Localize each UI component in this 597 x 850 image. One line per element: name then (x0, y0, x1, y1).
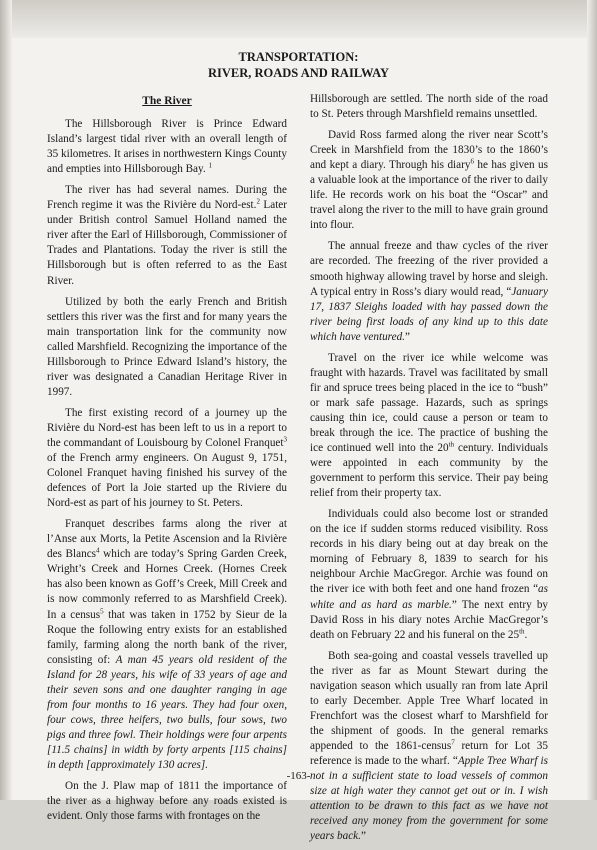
body-paragraph (47, 117, 287, 177)
text-run: Later under British control Samuel Holland named the river after the Earl of Hillsborough, Commissioner of Trades and Plantations. Today the river is still the Hillsborough but is often referred to as the East River. (47, 199, 287, 287)
footnote-ref: 3 (283, 435, 287, 444)
scan-shadow-left (0, 0, 12, 800)
quoted-text: A man 45 years old resident of the Island for 28 years, his wife of 33 years of age and their seven sons and one daughter ranging in age from four months to 16 years. They had four oxen, four cows, three heifers, two bulls, four sows, two pigs and three fowl. Their holdings were four arpents [11.5 chains] in width by forty arpents [115 chains] in depth [approximately 130 acres]. (47, 653, 287, 771)
text-run: The annual freeze and thaw cycles of the river are recorded. The freezing of the river provided a smooth highway allowing travel by horse and sleigh. A typical entry in Ross’s diary would read, “ (310, 240, 548, 298)
body-paragraph (47, 517, 287, 773)
quoted-text: January 17, 1837 Sleighs loaded with hay passed down the river being first loads of any kind up to this date which have ventured. (310, 285, 548, 343)
body-paragraph (47, 183, 287, 288)
text-run: Individuals could also become lost or stranded on the ice if sudden storms reduced visibility. Ross records in his diary being out at day break on the morning of February 8, 1839 to search for his neighbour Archie MacGregor. Archie was found on the river ice with both feet and one hand frozen “ (310, 508, 548, 596)
title-line-1: TRANSPORTATION: (238, 50, 359, 64)
text-run: Both sea-going and coastal vessels travelled up the river as far as Mount Stewart during the navigation season which usually ran from late April to early December. Apple Tree Wharf located in Frenchfort was the closest wharf to Marshfield for the shipment of goods. In the general remarks appended to the 1861-census (310, 649, 548, 752)
section-subheading: The River (142, 95, 192, 107)
text-run: Franquet describes farms along the river at l’Anse aux Morts, la Petite Ascension and la Rivière des Blancs (47, 518, 287, 561)
text-run: ” The next entry by David Ross in his diary notes Archie MacGregor’s death on February 22 and his funeral on the 25 (310, 598, 549, 641)
footnote-ref: th (519, 626, 525, 635)
text-run: The first existing record of a journey up the Rivière du Nord-est has been left to us in a report to the commandant of Louisbourg by Colonel Franquet (47, 406, 287, 449)
text-run: Hillsborough are settled. The north side of the road to St. Peters through Marshfield remains unsettled. (310, 93, 548, 121)
body-paragraph (310, 351, 548, 501)
left-column (47, 92, 287, 830)
text-run: that was taken in 1752 by Sieur de la Roque the following entry exists for an established family, farming along the north bank of the river, consisting of: (47, 608, 287, 666)
body-paragraph (310, 649, 548, 845)
text-run: he has given us a valuable look at the importance of the river to daily life. He records work on his boat the “Oscar” and travel along the river to the mill to have grain ground into flour. (310, 159, 548, 232)
text-run: The river has had several names. During the French regime it was the Rivière du Nord-est. (47, 184, 287, 212)
quoted-text: as white and as hard as marble. (310, 583, 548, 611)
text-run: . (524, 628, 528, 641)
footnote-ref: 5 (100, 606, 104, 615)
quoted-text: Apple Tree Wharf is not in a sufficient state to load vessels of common size at high water they cannot get out or in. I wish attention to be drawn to this fact as we have not received any money from the government for some years back. (310, 754, 549, 843)
body-paragraph (47, 295, 287, 400)
body-paragraph (310, 507, 548, 642)
footnote-ref: th (448, 440, 455, 449)
body-paragraph (47, 779, 287, 824)
body-paragraph (310, 239, 548, 344)
body-paragraph (47, 406, 287, 511)
footnote-ref: 1 (208, 161, 212, 170)
text-run: Utilized by both the early French and British settlers this river was the first and for many years the main transportation link for the community now called Marshfield. Recognizing the importance of the Hillsborough to Prince Edward Island’s history, the river was designated a Canadian Heritage River in 1997. (47, 295, 287, 398)
footnote-ref: 4 (96, 546, 100, 555)
text-run: return for Lot 35 reference is made to the wharf. “ (310, 739, 548, 767)
text-run: ” (360, 830, 366, 843)
footnote-ref: 7 (451, 738, 455, 747)
scan-shadow-top (0, 0, 597, 38)
footnote-ref: 2 (256, 197, 260, 206)
body-paragraph (310, 128, 548, 233)
page-title (100, 49, 497, 81)
text-run: ” (404, 330, 410, 343)
title-line-2: RIVER, ROADS AND RAILWAY (207, 66, 390, 80)
text-run: On the J. Plaw map of 1811 the importance of the river as a highway before any roads existed is evident. Only those farms with frontages on the (47, 780, 287, 823)
text-run: Travel on the river ice while welcome was fraught with hazards. Travel was facilitated by small fir and spruce trees being placed in the ice to “bush” or mark safe passage. Hazards, such as springs causing thin ice, could cause a person or team to break through the ice. The practice of bushing the ice continued well into the 20 (310, 351, 548, 455)
text-run: century. Individuals were appointed in each community by the government to perform this service. Their pay being relief from their property tax. (310, 442, 548, 500)
page-number: -163- (286, 770, 311, 782)
footnote-ref: 6 (470, 157, 474, 166)
text-run: which are today’s Spring Garden Creek, Wright’s Creek and Hornes Creek. (Hornes Creek has also been known as Goff’s Creek, Mill Creek and is now commonly referred to as Marshfield Creek). In a census (47, 548, 287, 621)
body-paragraph (310, 92, 548, 122)
right-column (310, 92, 548, 850)
text-run: David Ross farmed along the river near Scott’s Creek in Marshfield from the 1830’s to the 1860’s and kept a diary. Through his diary (310, 129, 548, 172)
text-run: The Hillsborough River is Prince Edward Island’s largest tidal river with an overall length of 35 kilometres. It arises in northwestern Kings County and empties into Hillsborough Bay. (47, 118, 287, 176)
scan-shadow-right (587, 0, 597, 800)
text-run: of the French army engineers. On August 9, 1751, Colonel Franquet having finished his survey of the defences of Port la Joie started up the Riviere du Nord-est as part of his journey to St. Peters. (47, 452, 287, 510)
